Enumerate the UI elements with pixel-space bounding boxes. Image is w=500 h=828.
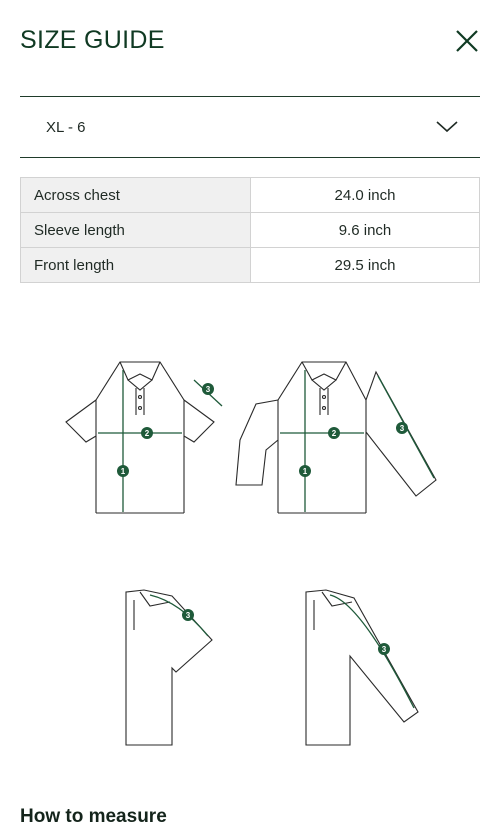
- svg-text:3: 3: [205, 385, 211, 394]
- table-row: [21, 248, 480, 283]
- short-sleeve-side-illustration: [126, 590, 212, 745]
- measurement-value: 24.0 inch: [251, 178, 480, 213]
- svg-text:2: 2: [331, 429, 337, 438]
- size-select[interactable]: [20, 96, 480, 158]
- measurement-label: Front length: [21, 248, 251, 283]
- close-icon[interactable]: [454, 28, 480, 54]
- measurement-value: 29.5 inch: [251, 248, 480, 283]
- table-row: [21, 213, 480, 248]
- marker-3: [182, 609, 194, 621]
- marker-2: [328, 427, 340, 439]
- section-heading: How to measure: [20, 806, 167, 827]
- svg-text:2: 2: [144, 429, 150, 438]
- svg-text:3: 3: [185, 611, 191, 620]
- marker-3: [378, 643, 390, 655]
- marker-2: [141, 427, 153, 439]
- size-select-value: XL - 6: [46, 119, 86, 136]
- svg-text:1: 1: [302, 467, 308, 476]
- marker-3: [202, 383, 214, 395]
- measurement-label: Sleeve length: [21, 213, 251, 248]
- marker-1: [117, 465, 129, 477]
- svg-text:3: 3: [381, 645, 387, 654]
- measurement-table: [20, 177, 480, 283]
- measurement-value: 9.6 inch: [251, 213, 480, 248]
- marker-3: [396, 422, 408, 434]
- svg-text:3: 3: [399, 424, 405, 433]
- modal-header: [20, 24, 480, 60]
- short-sleeve-shirt-illustration: [66, 362, 214, 513]
- measurement-label: Across chest: [21, 178, 251, 213]
- long-sleeve-side-illustration: [306, 590, 418, 745]
- measurement-diagram: [0, 340, 500, 780]
- table-row: [21, 178, 480, 213]
- page-title: SIZE GUIDE: [20, 26, 165, 54]
- marker-1: [299, 465, 311, 477]
- svg-text:1: 1: [120, 467, 126, 476]
- chevron-down-icon: [436, 121, 458, 133]
